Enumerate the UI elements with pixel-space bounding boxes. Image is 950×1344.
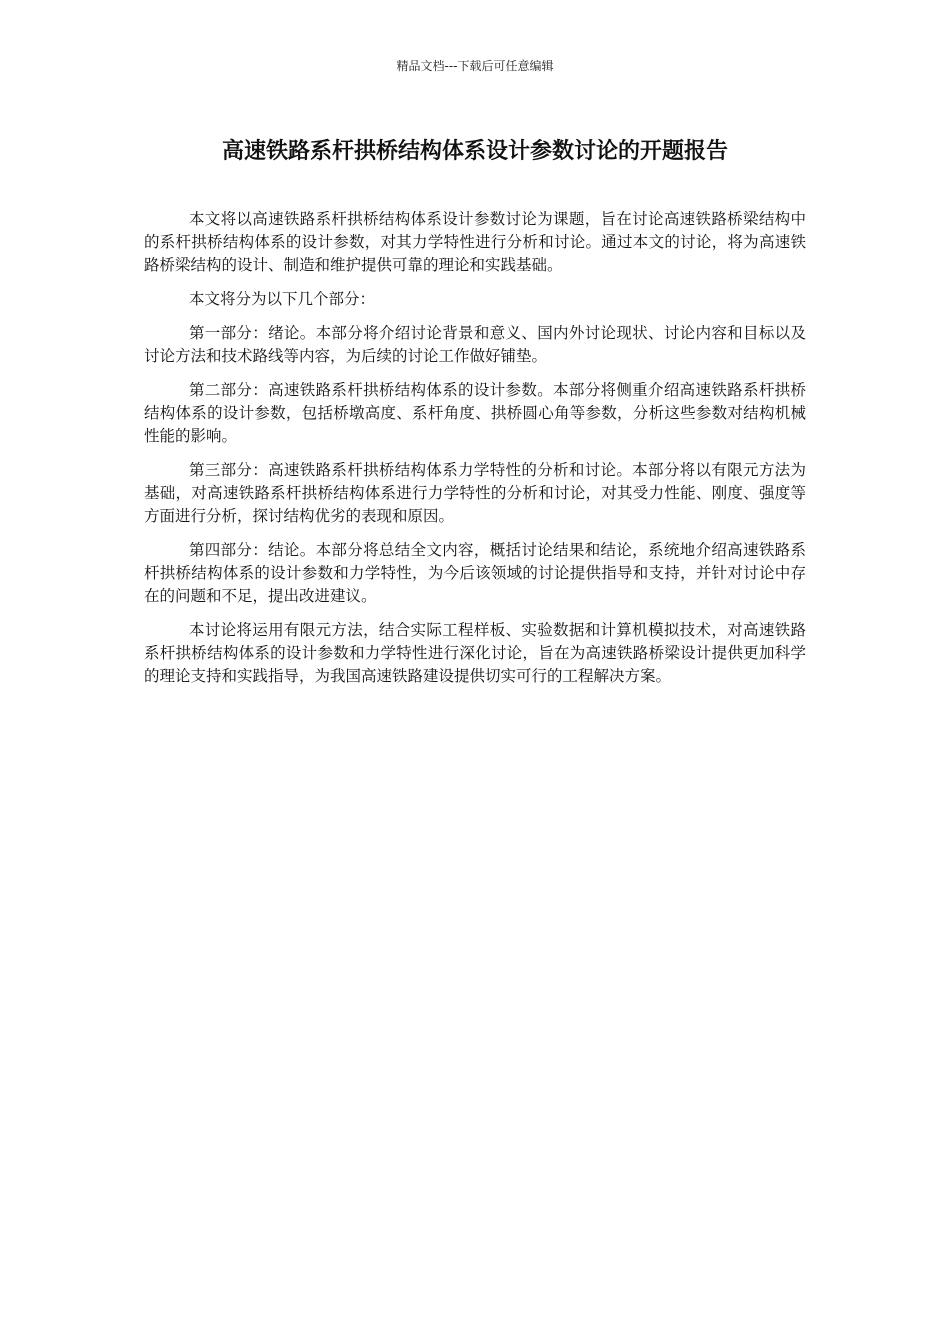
- document-title: 高速铁路系杆拱桥结构体系设计参数讨论的开题报告: [221, 139, 728, 164]
- paragraph-part-three: 第三部分：高速铁路系杆拱桥结构体系力学特性的分析和讨论。本部分将以有限元方法为基础，对高速铁路系杆拱桥结构体系进行力学特性的分析和讨论，对其受力性能、刚度、强度等方面进行分析，探讨结构优劣的表现和原因。: [144, 461, 806, 525]
- paragraph-part-four: 第四部分：结论。本部分将总结全文内容，概括讨论结果和结论，系统地介绍高速铁路系杆拱桥结构体系的设计参数和力学特性，为今后该领域的讨论提供指导和支持，并针对讨论中存在的问题和不足，提出改进建议。: [144, 541, 806, 605]
- paragraph-methods: 本讨论将运用有限元方法，结合实际工程样板、实验数据和计算机模拟技术，对高速铁路系杆拱桥结构体系的设计参数和力学特性进行深化讨论，旨在为高速铁路桥梁设计提供更加科学的理论支持和实践指导，为我国高速铁路建设提供切实可行的工程解决方案。: [144, 621, 806, 685]
- paragraph-outline: 本文将分为以下几个部分：: [188, 290, 375, 308]
- header-note: 精品文档---下载后可任意编辑: [396, 59, 554, 73]
- paragraph-part-one: 第一部分：绪论。本部分将介绍讨论背景和意义、国内外讨论现状、讨论内容和目标以及讨论方法和技术路线等内容，为后续的讨论工作做好铺垫。: [144, 324, 806, 365]
- document-body: [144, 208, 806, 699]
- paragraph-part-two: 第二部分：高速铁路系杆拱桥结构体系的设计参数。本部分将侧重介绍高速铁路系杆拱桥结构体系的设计参数，包括桥墩高度、系杆角度、拱桥圆心角等参数，分析这些参数对结构机械性能的影响。: [144, 381, 806, 445]
- paragraph-intro: 本文将以高速铁路系杆拱桥结构体系设计参数讨论为课题，旨在讨论高速铁路桥梁结构中的系杆拱桥结构体系的设计参数，对其力学特性进行分析和讨论。通过本文的讨论，将为高速铁路桥梁结构的设计、制造和维护提供可靠的理论和实践基础。: [144, 210, 806, 274]
